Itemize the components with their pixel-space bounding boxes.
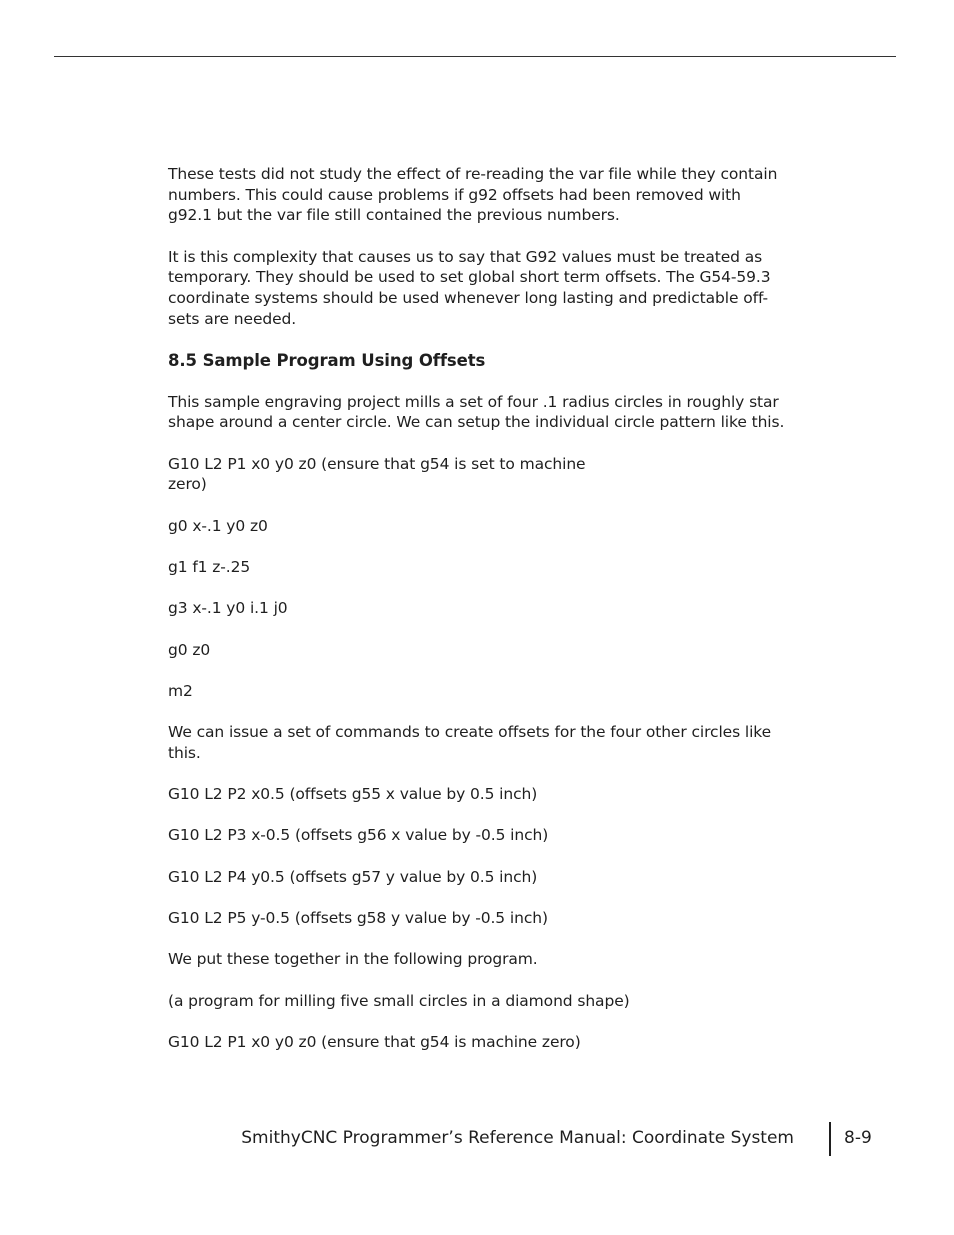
footer-title: SmithyCNC Programmer’s Reference Manual: Coordinate System	[241, 1128, 794, 1148]
text-line: (a program for milling five small circles in a diamond shape)	[168, 991, 630, 1010]
text-line: sets are needed.	[168, 309, 297, 328]
code-line	[168, 867, 788, 888]
code-line	[168, 1032, 788, 1053]
code-line	[168, 784, 788, 805]
text-line: These tests did not study the effect of re-reading the var file while they contain	[168, 165, 778, 183]
text-line: g1 f1 z-.25	[168, 558, 251, 576]
text-line: coordinate systems should be used whenever long lasting and predictable off-	[168, 289, 768, 308]
paragraph-g92-complexity	[168, 247, 788, 330]
text-line: G10 L2 P5 y-0.5 (offsets g58 y value by -0.5 inch)	[168, 909, 548, 928]
text-line: g0 z0	[168, 640, 211, 659]
text-line: G10 L2 P3 x-0.5 (offsets g56 x value by -0.5 inch)	[168, 826, 549, 845]
page-body	[168, 164, 788, 1073]
paragraph-var-file	[168, 164, 788, 226]
text-line: this.	[168, 743, 201, 762]
text-line: G10 L2 P2 x0.5 (offsets g55 x value by 0.5 inch)	[168, 785, 538, 804]
text-line: G10 L2 P1 x0 y0 z0 (ensure that g54 is set to machine	[168, 454, 586, 473]
text-line: zero)	[168, 475, 207, 494]
paragraph-offsets-intro	[168, 722, 788, 763]
text-line: numbers. This could cause problems if g92 offsets had been removed with	[168, 185, 741, 204]
text-line: We put these together in the following program.	[168, 950, 538, 969]
code-line	[168, 454, 788, 495]
page-number: 8-9	[844, 1128, 872, 1148]
text-line: g92.1 but the var file still contained the previous numbers.	[168, 206, 620, 225]
text-line: G10 L2 P4 y0.5 (offsets g57 y value by 0.5 inch)	[168, 867, 538, 886]
paragraph-together	[168, 949, 788, 970]
code-line	[168, 640, 788, 661]
footer-divider	[829, 1122, 831, 1156]
header-rule	[54, 56, 896, 57]
code-comment-line	[168, 991, 788, 1012]
code-line	[168, 681, 788, 702]
code-line	[168, 825, 788, 846]
text-line: g0 x-.1 y0 z0	[168, 516, 268, 535]
text-line: We can issue a set of commands to create offsets for the four other circles like	[168, 723, 772, 742]
text-line: G10 L2 P1 x0 y0 z0 (ensure that g54 is machine zero)	[168, 1032, 581, 1051]
text-line: shape around a center circle. We can setup the individual circle pattern like this.	[168, 413, 785, 432]
text-line: This sample engraving project mills a set of four .1 radius circles in roughly star	[168, 392, 779, 411]
text-line: g3 x-.1 y0 i.1 j0	[168, 599, 288, 618]
text-line: m2	[168, 681, 193, 700]
code-line	[168, 598, 788, 619]
text-line: It is this complexity that causes us to say that G92 values must be treated as	[168, 247, 763, 266]
section-heading: 8.5 Sample Program Using Offsets	[168, 351, 486, 371]
text-line: temporary. They should be used to set global short term offsets. The G54-59.3	[168, 268, 771, 287]
paragraph-sample-intro	[168, 392, 788, 433]
code-line	[168, 908, 788, 929]
code-line	[168, 516, 788, 537]
code-line	[168, 557, 788, 578]
